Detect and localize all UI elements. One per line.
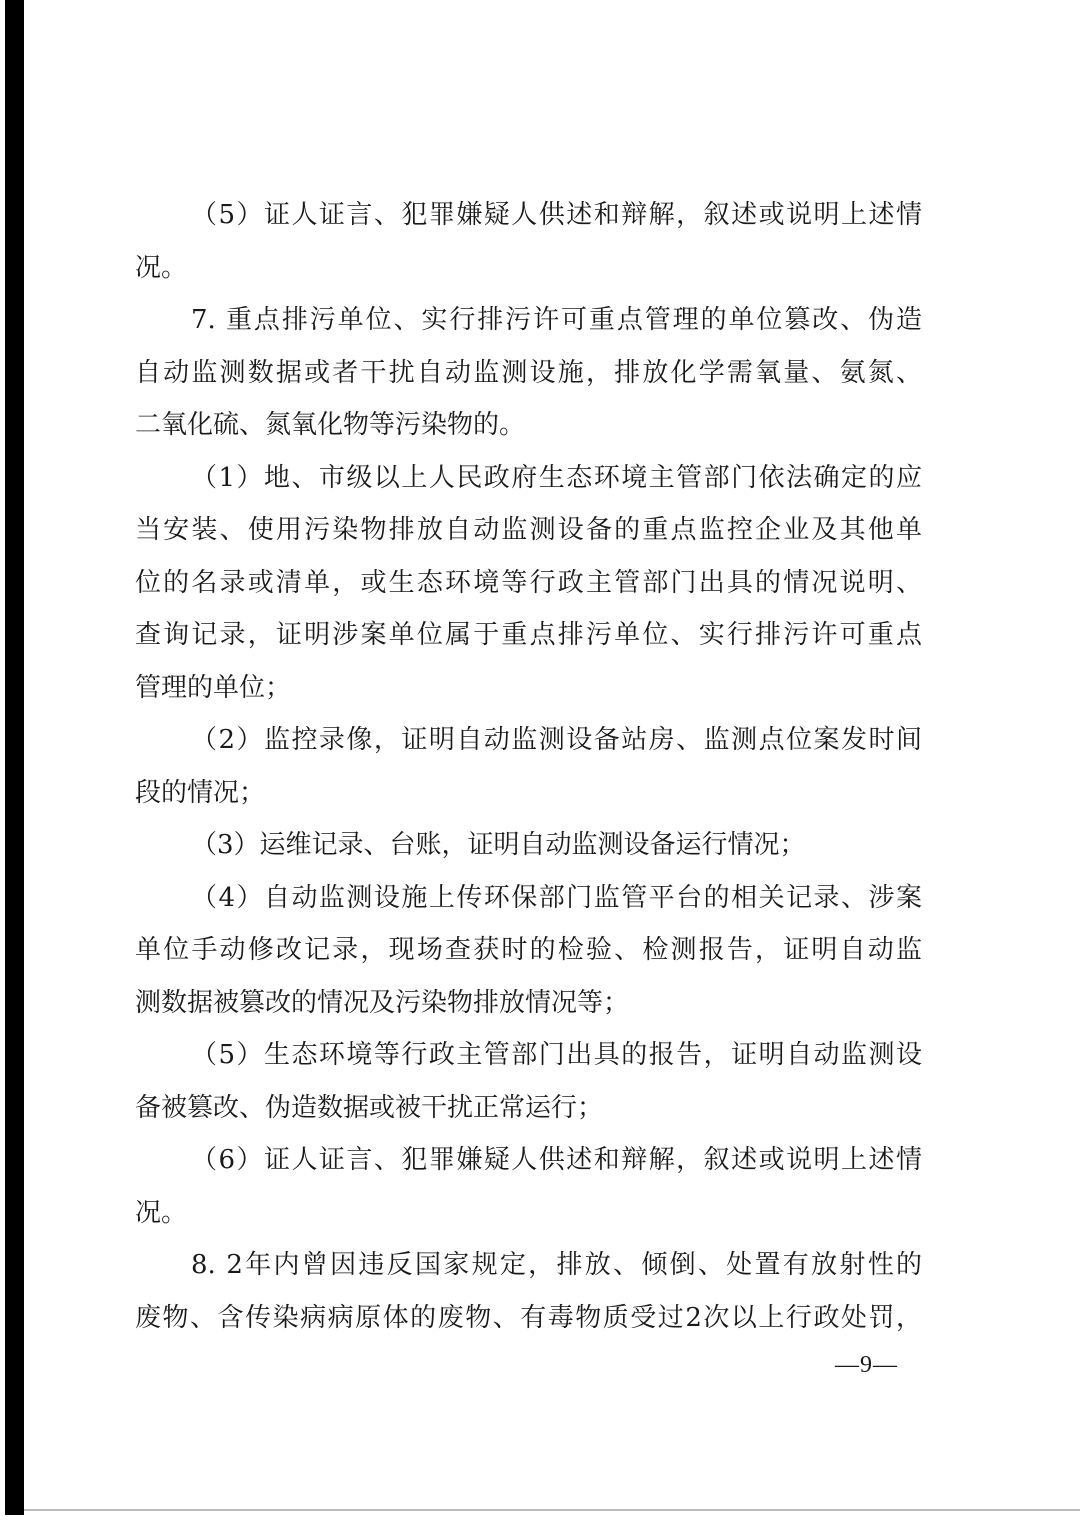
- text-line: 自动监测数据或者干扰自动监测设施，排放化学需氧量、氨氮、: [135, 357, 922, 388]
- text-line: 8. 2年内曾因违反国家规定，排放、倾倒、处置有放射性的: [191, 1250, 922, 1280]
- text-line: （5）证人证言、犯罪嫌疑人供述和辩解，叙述或说明上述情: [191, 200, 922, 230]
- text-line: 当安装、使用污染物排放自动监测设备的重点监控企业及其他单: [135, 515, 922, 545]
- text-line: 测数据被篡改的情况及污染物排放情况等；: [135, 987, 630, 1018]
- scan-binding-edge: [5, 0, 24, 1515]
- text-line: 废物、含传染病病原体的废物、有毒物质受过2次以上行政处罚，: [135, 1302, 922, 1333]
- text-line: （4）自动监测设施上传环保部门监管平台的相关记录、涉案: [191, 882, 922, 913]
- text-line: 段的情况；: [135, 777, 266, 808]
- page-number: —9—: [835, 1352, 898, 1378]
- text-line: 查询记录，证明涉案单位属于重点排污单位、实行排污许可重点: [135, 620, 922, 650]
- text-line: 7. 重点排污单位、实行排污许可重点管理的单位篡改、伪造: [191, 305, 922, 335]
- text-line: 位的名录或清单，或生态环境等行政主管部门出具的情况说明、: [135, 567, 922, 598]
- text-line: （3）运维记录、台账，证明自动监测设备运行情况；: [191, 830, 806, 860]
- text-line: 备被篡改、伪造数据或被干扰正常运行；: [135, 1092, 604, 1123]
- text-line: 况。: [135, 1197, 188, 1228]
- text-line: （6）证人证言、犯罪嫌疑人供述和辩解，叙述或说明上述情: [191, 1145, 922, 1175]
- text-line: 单位手动修改记录，现场查获时的检验、检测报告，证明自动监: [135, 935, 922, 965]
- document-body: [135, 189, 922, 1344]
- text-line: 二氧化硫、氮氧化物等污染物的。: [135, 410, 526, 440]
- text-line: 况。: [135, 252, 188, 283]
- page-bottom-edge: [24, 1509, 1080, 1511]
- text-line: （2）监控录像，证明自动监测设备站房、监测点位案发时间: [191, 725, 922, 755]
- text-line: （5）生态环境等行政主管部门出具的报告，证明自动监测设: [191, 1040, 922, 1070]
- text-line: 管理的单位；: [135, 672, 292, 703]
- text-line: （1）地、市级以上人民政府生态环境主管部门依法确定的应: [191, 462, 922, 493]
